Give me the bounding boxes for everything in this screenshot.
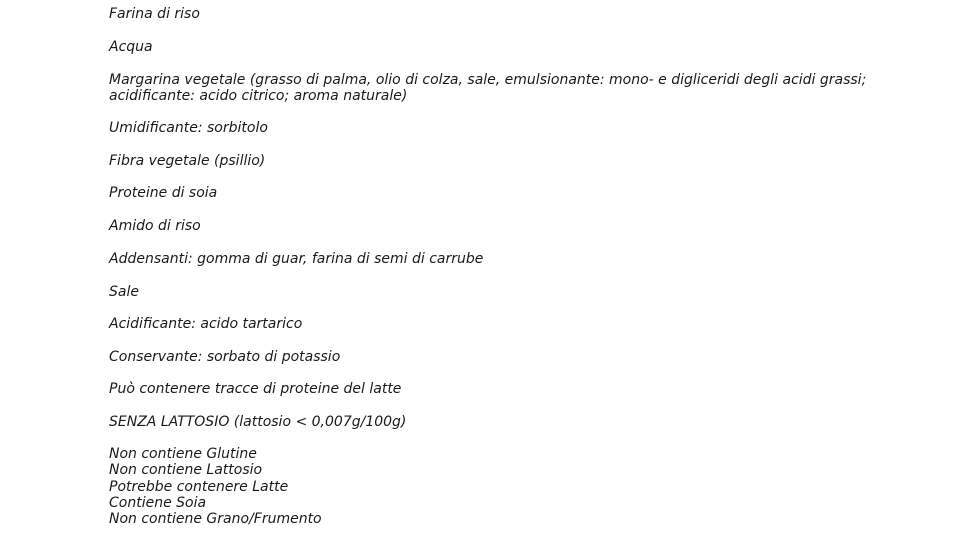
ingredient-item: Umidificante: sorbitolo — [109, 120, 268, 136]
ingredient-item: Amido di riso — [109, 218, 201, 234]
ingredient-item: Addensanti: gomma di guar, farina di semi di carrube — [109, 251, 484, 267]
allergen-item: Non contiene Lattosio — [109, 462, 263, 479]
ingredient-item: Fibra vegetale (psillio) — [109, 153, 266, 169]
allergen-item: Contiene Soia — [109, 494, 207, 511]
ingredient-item: Conservante: sorbato di potassio — [109, 349, 341, 365]
allergen-item: Potrebbe contenere Latte — [109, 478, 289, 495]
ingredient-item: Proteine di soia — [109, 185, 218, 201]
traces-note: Può contenere tracce di proteine del latte — [109, 381, 402, 397]
lactose-note: SENZA LATTOSIO (lattosio < 0,007g/100g) — [109, 414, 407, 430]
ingredient-item: Acidificante: acido tartarico — [109, 316, 303, 332]
allergen-list — [109, 446, 322, 527]
ingredient-item: Sale — [109, 284, 139, 300]
allergen-item: Non contiene Glutine — [109, 446, 257, 462]
ingredient-document — [109, 0, 929, 540]
ingredient-item: Margarina vegetale (grasso di palma, olio di colza, sale, emulsionante: mono- e digliceridi degli acidi grassi; acidificante: acido citrico; aroma naturale) — [109, 72, 867, 104]
allergen-item: Non contiene Grano/Frumento — [109, 511, 322, 528]
ingredient-item: Farina di riso — [109, 6, 200, 22]
ingredient-item: Acqua — [109, 39, 153, 55]
